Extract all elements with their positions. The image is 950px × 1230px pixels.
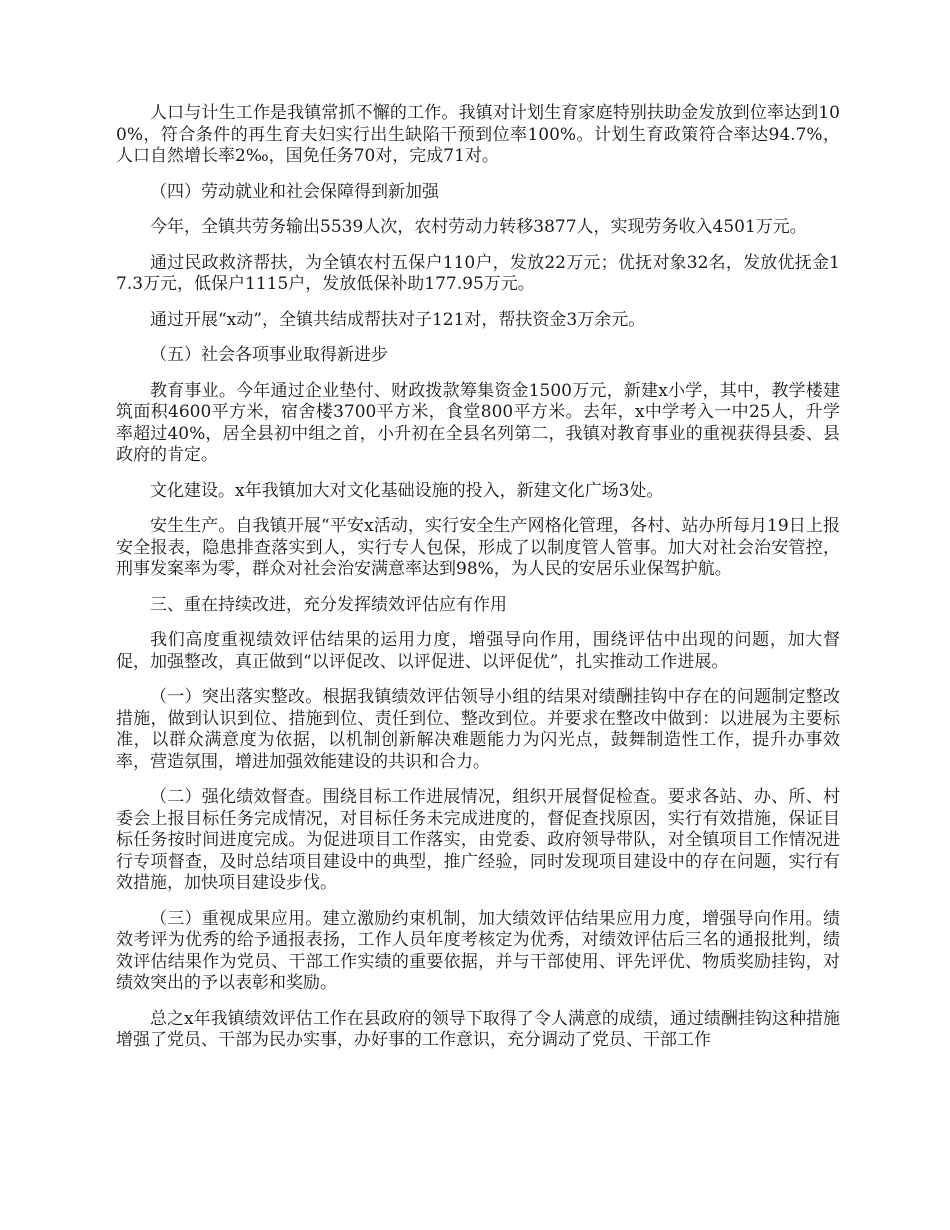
paragraph-assistance: 通过开展“x动”，全镇共结成帮扶对子121对，帮扶资金3万余元。: [150, 309, 646, 330]
paragraph-population: 人口与计生工作是我镇常抓不懈的工作。我镇对计划生育家庭特别扶助金发放到位率达到100%，符合条件的再生育夫妇实行出生缺陷干预到位率100%。计划生育政策符合率达94.7%，人口自然增长率2‰，国免任务70对，完成71对。: [116, 103, 840, 166]
paragraph-supervision: （二）强化绩效督查。围绕目标工作进展情况，组织开展督促检查。要求各站、办、所、村委会上报目标任务完成情况，对目标任务未完成进度的，督促查找原因，实行有效措施，保证目标任务按时间进度完成。为促进项目工作落实，由党委、政府领导带队，对全镇项目工作情况进行专项督查，及时总结项目建设中的典型，推广经验，同时发现项目建设中的存在问题，实行有效措施，加快项目建设步伐。: [116, 787, 840, 893]
paragraph-civil-affairs: 通过民政救济帮扶，为全镇农村五保户110户，发放22万元；优抚对象32名，发放优抚金17.3万元，低保户1115户，发放低保补助177.95万元。: [116, 252, 840, 294]
paragraph-education: 教育事业。今年通过企业垫付、财政拨款筹集资金1500万元，新建x小学，其中，教学楼建筑面积4600平方米，宿舍楼3700平方米，食堂800平方米。去年，x中学考入一中25人，升学率超过40%，居全县初中组之首，小升初在全县名列第二，我镇对教育事业的重视获得县委、县政府的肯定。: [116, 380, 840, 465]
paragraph-evaluation-intro: 我们高度重视绩效评估结果的运用力度，增强导向作用，围绕评估中出现的问题，加大督促，加强整改，真正做到“以评促改、以评促进、以评促优”，扎实推动工作进展。: [116, 630, 840, 672]
paragraph-safety: 安生生产。自我镇开展“平安x活动，实行安全生产网格化管理，各村、站办所每月19日上报安全报表，隐患排查落实到人，实行专人包保，形成了以制度管人管事。加大对社会治安管控，刑事发案率为零，群众对社会治安满意率达到98%，为人民的安居乐业保驾护航。: [116, 516, 840, 579]
paragraph-rectification: （一）突出落实整改。根据我镇绩效评估领导小组的结果对绩酬挂钩中存在的问题制定整改措施，做到认识到位、措施到位、责任到位、整改到位。并要求在整改中做到：以进展为主要标准，以群众满意度为依据，以机制创新解决难题能力为闪光点，鼓舞制造性工作，提升办事效率，营造氛围，增进加强效能建设的共识和合力。: [116, 687, 840, 772]
paragraph-results-application: （三）重视成果应用。建立激励约束机制，加大绩效评估结果应用力度，增强导向作用。绩效考评为优秀的给予通报表扬，工作人员年度考核定为优秀，对绩效评估后三名的通报批判，绩效评估结果作为党员、干部工作实绩的重要依据，并与干部使用、评先评优、物质奖励挂钩，对绩效突出的予以表彰和奖励。: [116, 908, 840, 993]
paragraph-labor: 今年，全镇共劳务输出5539人次，农村劳动力转移3877人，实现劳务收入4501万元。: [150, 217, 807, 237]
heading-section-4: （四）劳动就业和社会保障得到新加强: [150, 181, 439, 202]
document-page: [116, 103, 840, 1066]
heading-part-3: 三、重在持续改进，充分发挥绩效评估应有作用: [150, 594, 507, 615]
paragraph-summary: 总之x年我镇绩效评估工作在县政府的领导下取得了令人满意的成绩，通过绩酬挂钩这种措施增强了党员、干部为民办实事，办好事的工作意识，充分调动了党员、干部工作: [116, 1008, 840, 1050]
heading-section-5: （五）社会各项事业取得新进步: [150, 345, 388, 365]
paragraph-culture: 文化建设。x年我镇加大对文化基础设施的投入，新建文化广场3处。: [150, 480, 664, 501]
